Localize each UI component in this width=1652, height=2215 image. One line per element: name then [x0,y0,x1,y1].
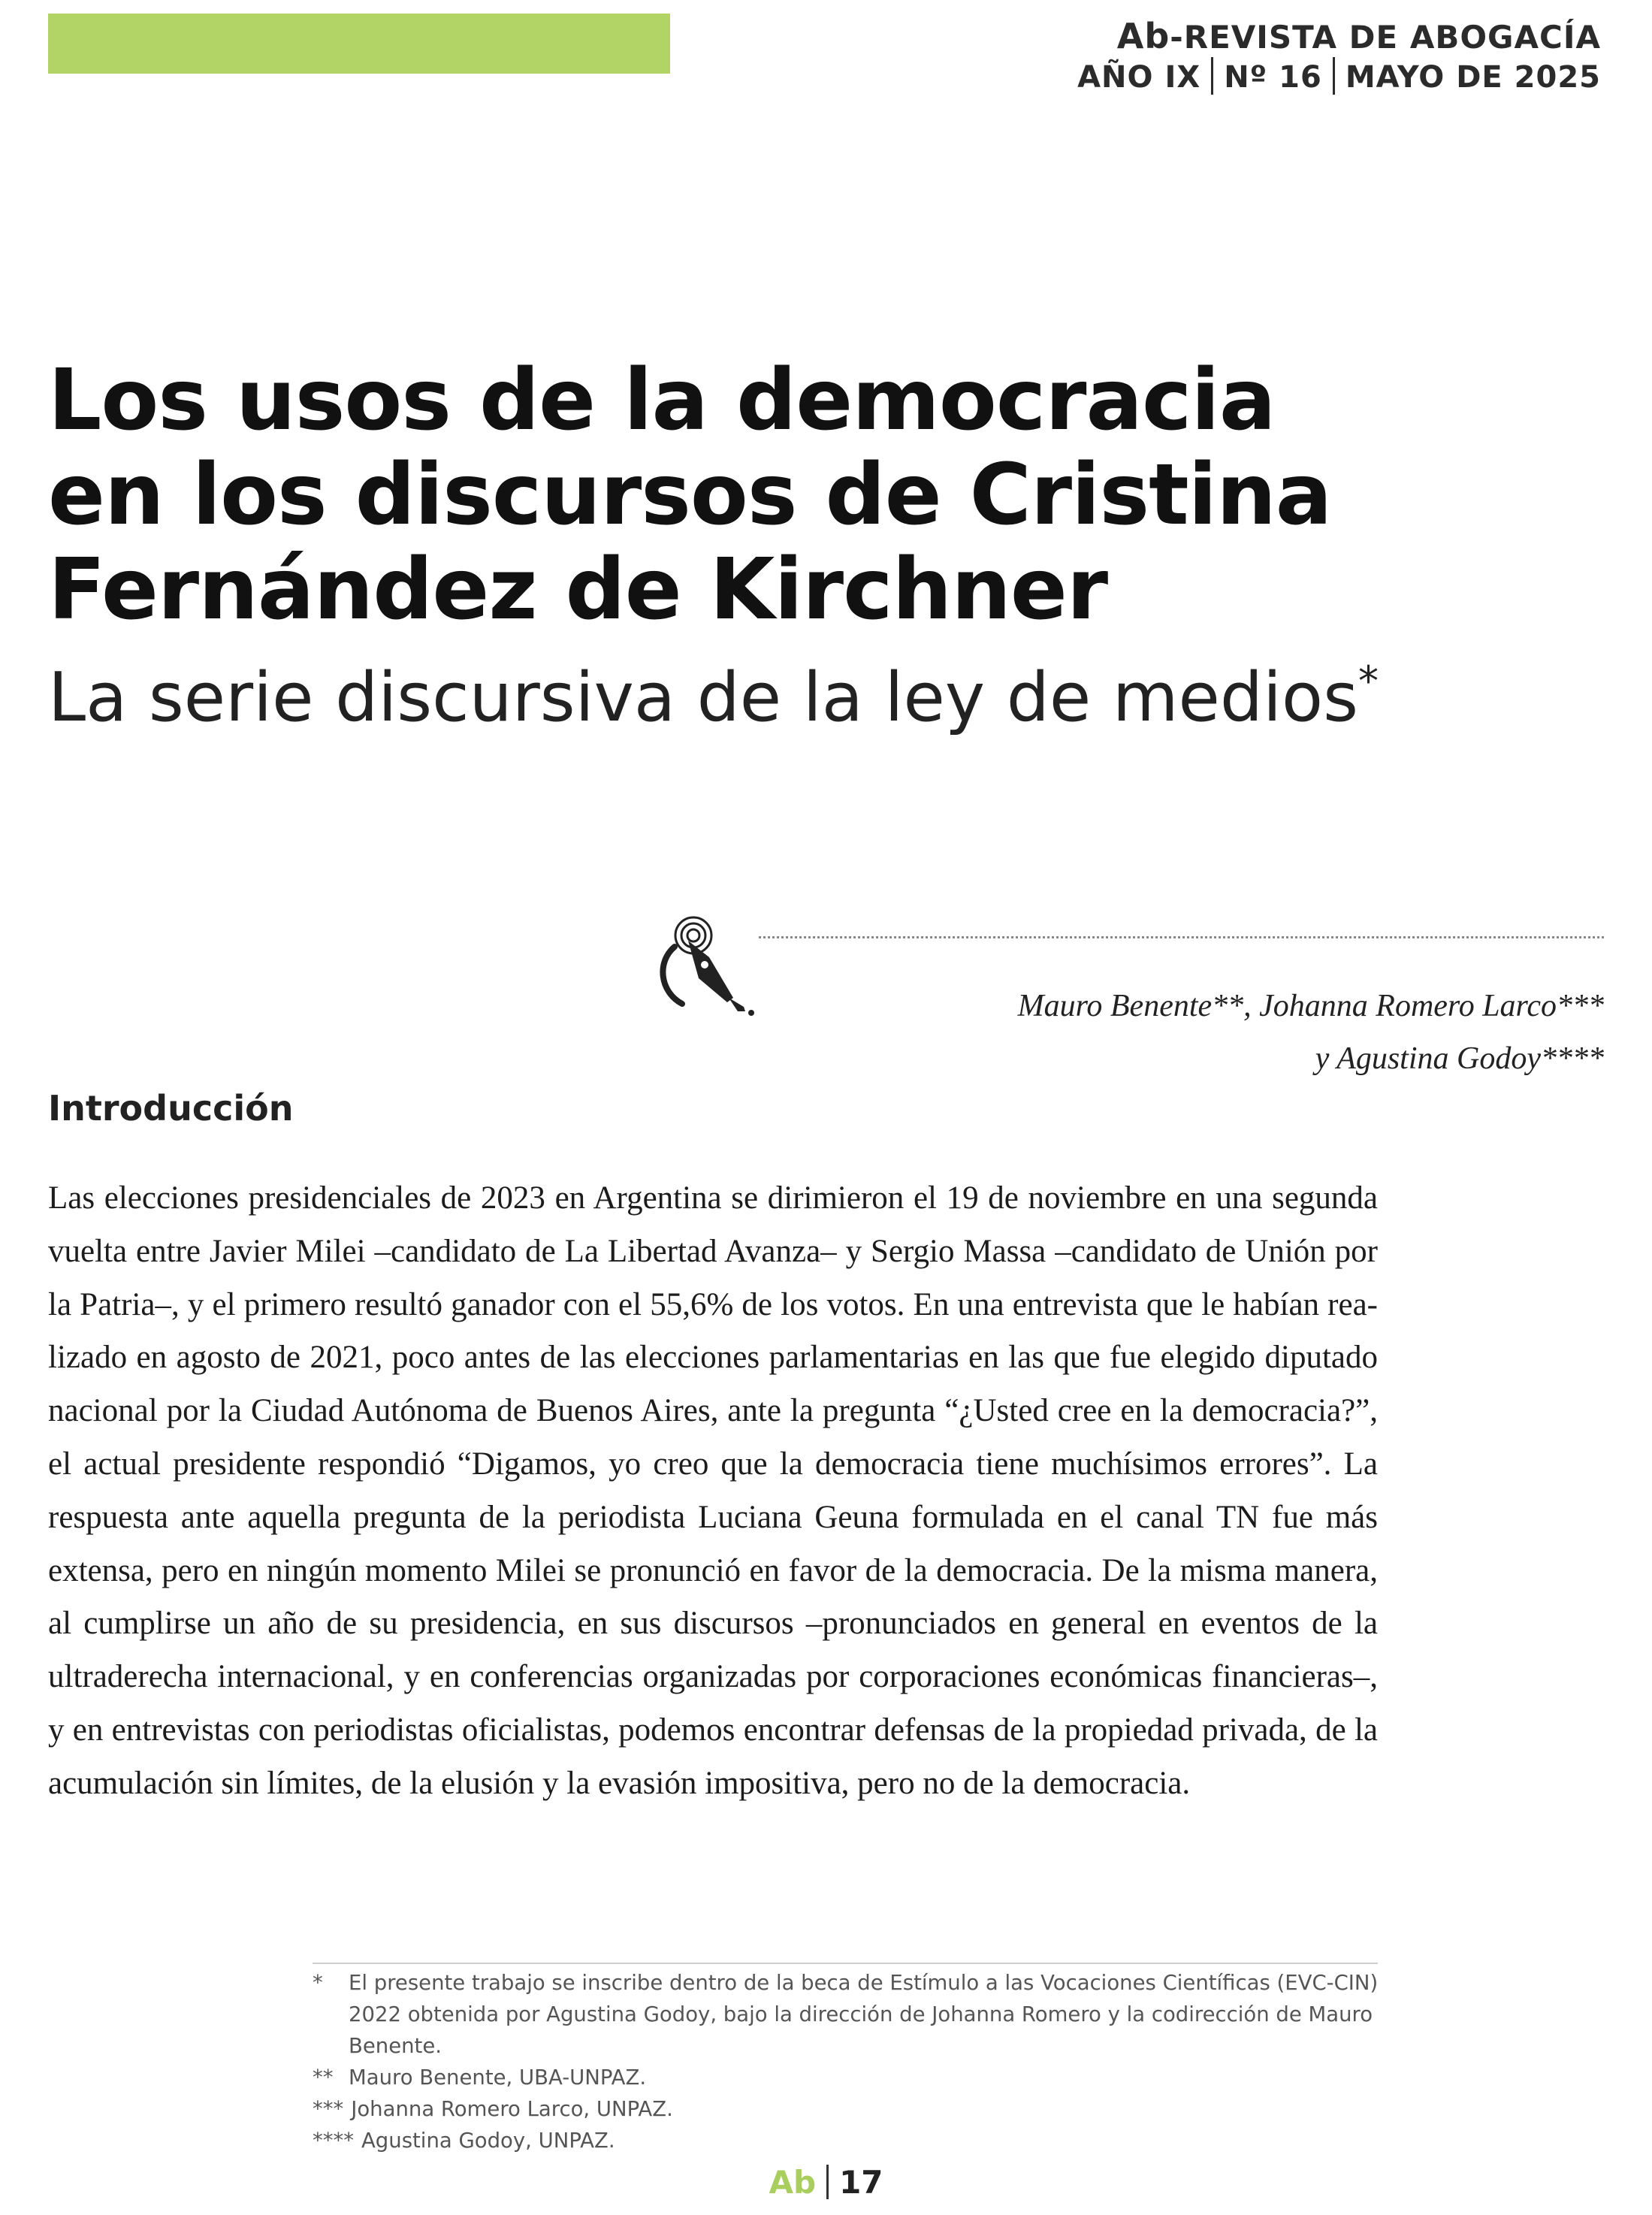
header-accent-bar [48,14,670,74]
journal-logo: Ab [769,2164,817,2201]
body-paragraph: Las elecciones presidenciales de 2023 en Argentina se dirimieron el 19 de noviembre en una segunda vuelta entre Javier Milei –candidato de La Libertad Avanza– y Sergio Massa –candidato de Unión por la Patria–, y el primero resultó ganador con el 55,6% de los votos. En una entrevista que le habían realizado en agosto de 2021, poco antes de las elecciones parlamentarias en las que fue elegido diputado nacional por la Ciudad Autónoma de Buenos Aires, ante la pregunta “¿Usted cree en la democracia?”, el actual presidente respondió “Digamos, yo creo que la democracia tiene muchísimos errores”. La respuesta ante aquella pregunta de la periodista Luciana Geuna formulada en el canal TN fue más extensa, pero en ningún momento Milei se pronunció en favor de la democracia. De la misma manera, al cumplirse un año de su presidencia, en sus discursos –pronunciados en general en eventos de la ultraderecha internacional, y en conferencias organizadas por corporaciones económicas financieras–, y en entrevistas con periodistas oficialistas, podemos encontrar defensas de la propiedad privada, de la acumulación sin límites, de la elusión y la evasión impositiva, pero no de la democracia. [48,1180,1378,1801]
footnote-mark: **** [313,2129,354,2153]
journal-date: MAYO DE 2025 [1345,60,1601,95]
footnote [313,2062,1379,2093]
fountain-pen-icon [652,909,765,1022]
footnote-text: El presente trabajo se inscribe dentro de la beca de Estímulo a las Vocaciones Científicas (EVC-CIN) 2022 obtenida por Agustina Godoy, bajo la dirección de Johanna Romero y la codirección de Mauro Benente. [349,1971,1379,2058]
footnotes [313,1967,1379,2156]
footnote-mark: * [1358,657,1379,705]
footnote [313,1967,1379,2062]
footnote-divider [313,1963,1378,1964]
journal-name: Ab-REVISTA DE ABOGACÍA [1116,16,1601,56]
footnote [313,2093,1379,2125]
article-authors: Mauro Benente**, Johanna Romero Larco*** y Agustina Godoy**** [1017,989,1604,1076]
separator [1211,57,1213,95]
footnote-mark: * [313,1971,323,1995]
article-title: Los usos de la democracia en los discursos de Cristina Fernández de Kirchner [48,352,1332,639]
dotted-divider [759,936,1604,938]
page-number: 17 [839,2164,883,2201]
journal-header [1077,17,1601,97]
journal-year: AÑO IX [1077,60,1201,95]
article-subtitle: La serie discursiva de la ley de medios* [48,657,1379,737]
footnote-text: Johanna Romero Larco, UNPAZ. [351,2097,673,2121]
footnote-text: Agustina Godoy, UNPAZ. [361,2129,615,2153]
page-footer [0,2164,1652,2201]
footnote-mark: ** [313,2065,334,2090]
journal-issue: Nº 16 [1224,60,1322,95]
footnote-mark: *** [313,2097,344,2121]
footnote [313,2125,1379,2156]
footnote-text: Mauro Benente, UBA-UNPAZ. [349,2065,647,2090]
section-heading: Introducción [48,1088,294,1129]
separator [1333,57,1335,95]
journal-issue-info [1077,57,1601,97]
separator [826,2165,829,2199]
